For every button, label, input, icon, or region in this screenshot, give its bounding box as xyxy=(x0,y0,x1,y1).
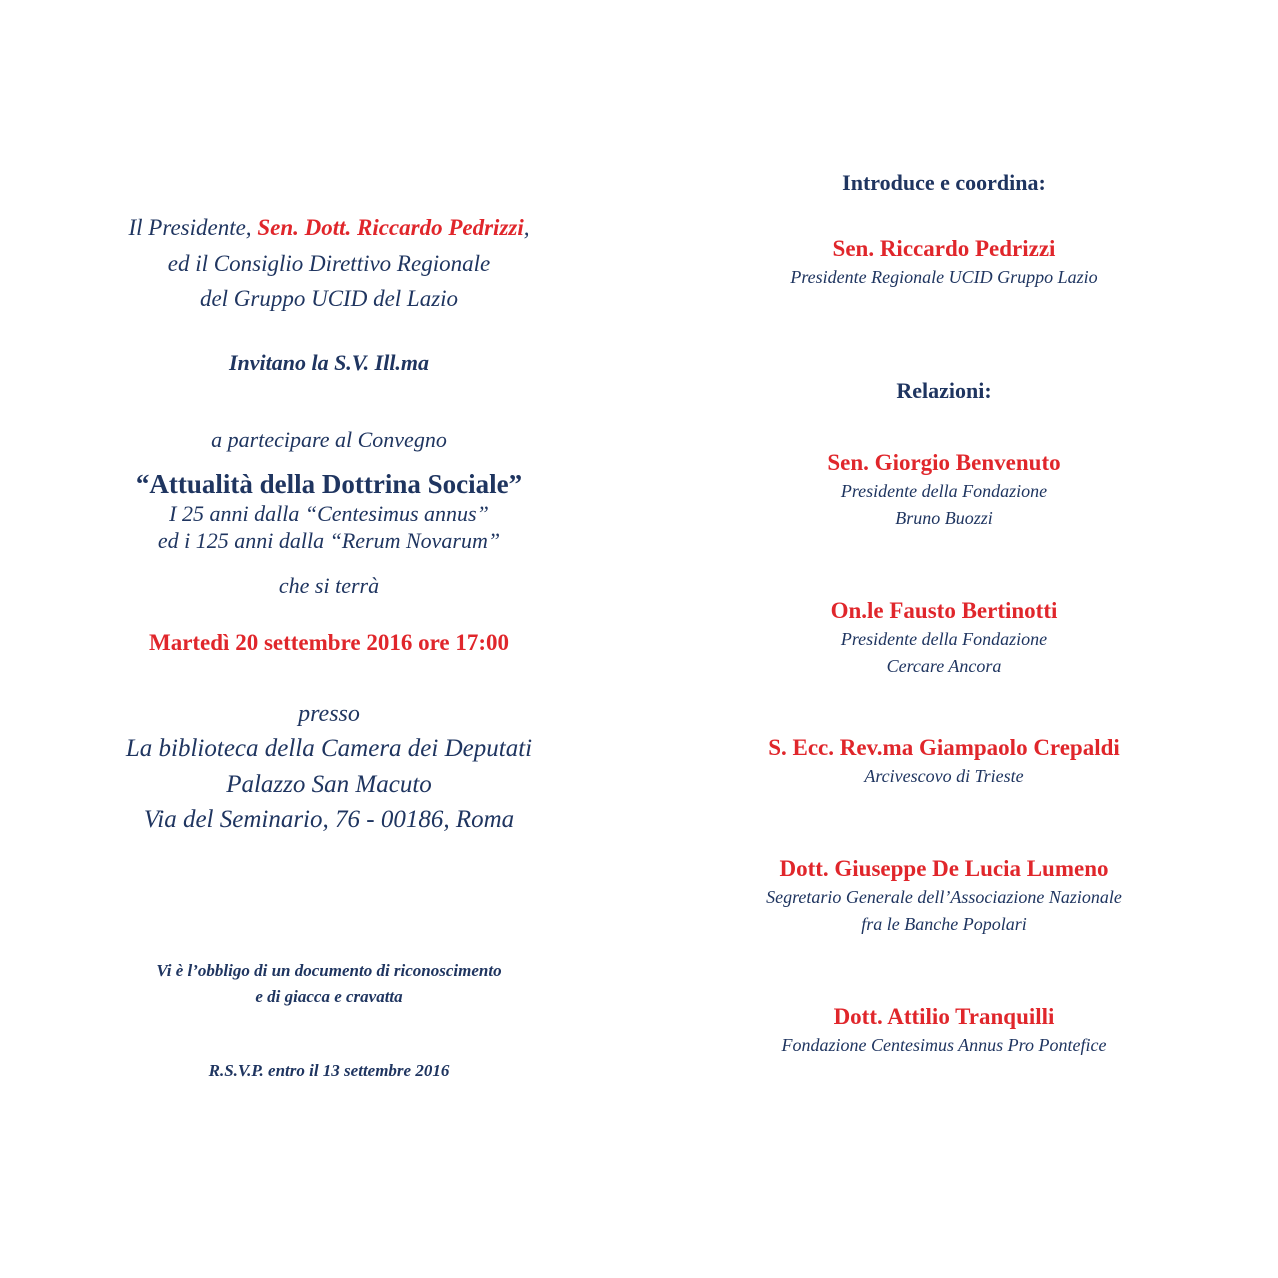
coordinator-role: Presidente Regionale UCID Gruppo Lazio xyxy=(790,267,1098,287)
host-prefix: Il Presidente, xyxy=(128,215,258,240)
dress-code-note-1: Vi è l’obbligo di un documento di riconoscimento xyxy=(156,961,502,980)
group-line: del Gruppo UCID del Lazio xyxy=(199,286,459,311)
intro-heading: Introduce e coordina: xyxy=(842,170,1046,195)
speaker-name: Sen. Giorgio Benvenuto xyxy=(827,450,1061,475)
speaker-role: Segretario Generale dell’Associazione Nazionale xyxy=(766,887,1122,907)
speaker-name: On.le Fausto Bertinotti xyxy=(830,598,1058,623)
speaker-role: fra le Banche Popolari xyxy=(861,914,1027,934)
dress-code-note-2: e di giacca e cravatta xyxy=(255,987,403,1006)
venue-building: Palazzo San Macuto xyxy=(226,771,432,798)
speaker-name: Dott. Attilio Tranquilli xyxy=(833,1004,1055,1029)
held-line: che si terrà xyxy=(278,573,380,598)
conference-subtitle-2: ed i 125 anni dalla “Rerum Novarum” xyxy=(157,528,501,553)
speaker-role: Arcivescovo di Trieste xyxy=(864,766,1024,786)
speaker-role: Cercare Ancora xyxy=(886,656,1002,676)
event-date: Martedì 20 settembre 2016 ore 17:00 xyxy=(148,630,509,655)
president-name: Sen. Dott. Riccardo Pedrizzi xyxy=(257,215,524,240)
board-line: ed il Consiglio Direttivo Regionale xyxy=(167,251,491,276)
talks-heading: Relazioni: xyxy=(896,378,992,403)
speaker-role: Presidente della Fondazione xyxy=(840,481,1048,501)
conference-subtitle-1: I 25 anni dalla “Centesimus annus” xyxy=(169,501,489,526)
host-suffix: , xyxy=(523,215,530,240)
speaker-name: Dott. Giuseppe De Lucia Lumeno xyxy=(779,856,1109,881)
speaker-name: S. Ecc. Rev.ma Giampaolo Crepaldi xyxy=(768,735,1120,760)
participate-line: a partecipare al Convegno xyxy=(211,427,447,452)
speaker-role: Presidente della Fondazione xyxy=(840,629,1048,649)
presso-line: presso xyxy=(298,701,360,727)
venue-address: Via del Seminario, 76 - 00186, Roma xyxy=(143,806,515,833)
host-line xyxy=(79,216,579,239)
invite-line: Invitano la S.V. Ill.ma xyxy=(228,350,430,375)
venue-name: La biblioteca della Camera dei Deputati xyxy=(125,735,533,762)
rsvp-line: R.S.V.P. entro il 13 settembre 2016 xyxy=(208,1061,450,1080)
conference-title: “Attualità della Dottrina Sociale” xyxy=(135,469,523,499)
coordinator-name: Sen. Riccardo Pedrizzi xyxy=(832,236,1056,261)
speaker-role: Fondazione Centesimus Annus Pro Pontefice xyxy=(781,1035,1107,1055)
speaker-role: Bruno Buozzi xyxy=(895,508,993,528)
